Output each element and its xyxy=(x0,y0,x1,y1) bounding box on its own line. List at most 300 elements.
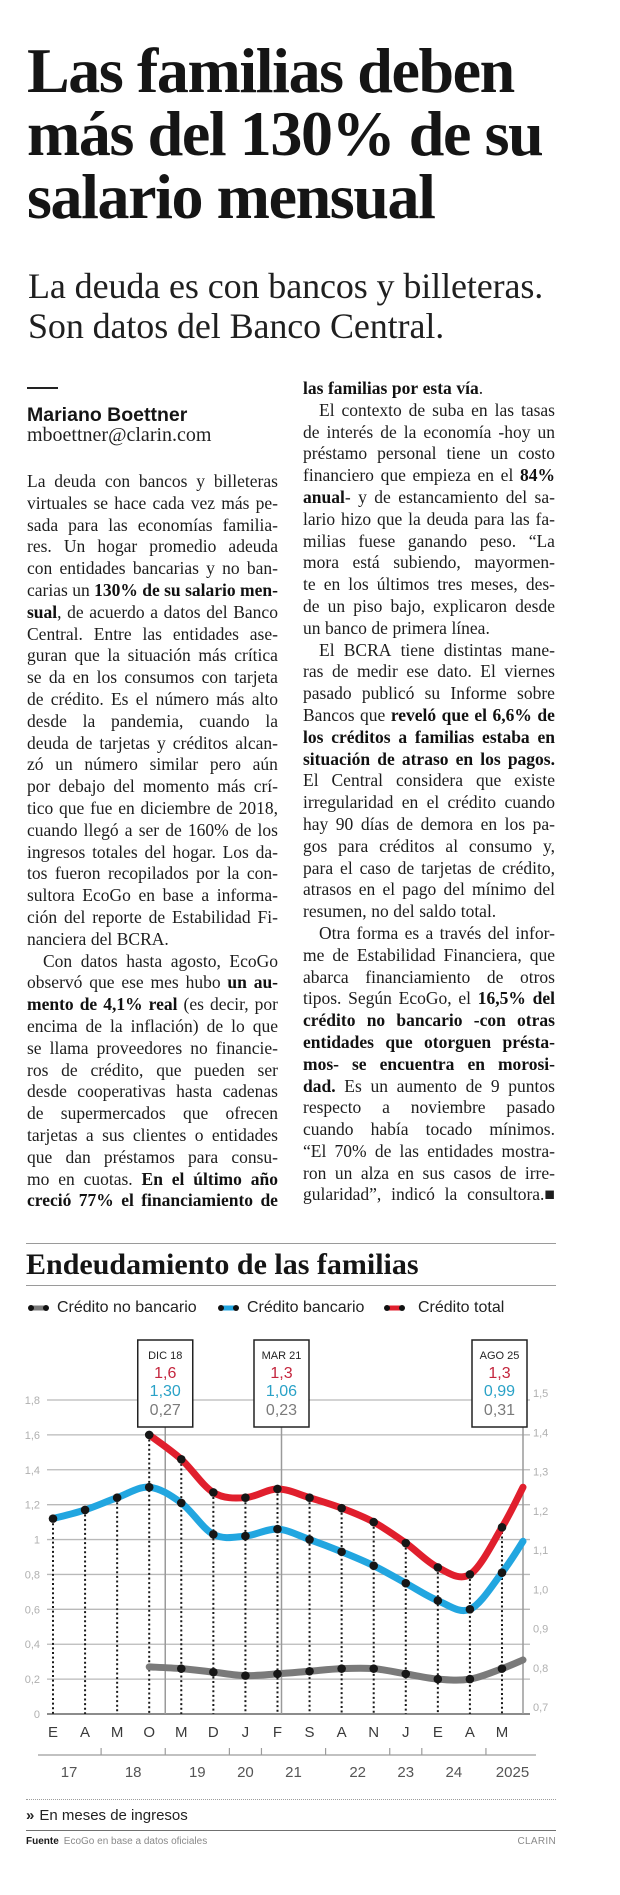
bold-text: situación xyxy=(303,748,371,769)
data-point-no_bancario xyxy=(369,1664,378,1673)
word xyxy=(508,749,555,771)
data-point-total xyxy=(241,1493,250,1502)
text-run: vez xyxy=(190,492,216,513)
bold-text: creció xyxy=(27,1190,72,1211)
word xyxy=(427,792,440,814)
word xyxy=(103,994,142,1016)
word xyxy=(377,574,430,596)
word xyxy=(93,493,108,515)
text-run: cuando xyxy=(303,1119,354,1140)
word xyxy=(303,552,339,574)
text-run: hubo xyxy=(185,972,221,993)
word xyxy=(229,951,278,973)
text-run: número xyxy=(84,754,138,775)
word xyxy=(227,972,246,994)
word xyxy=(303,378,323,400)
data-point-no_bancario xyxy=(177,1664,186,1673)
text-run: , xyxy=(57,601,62,622)
text-run: interés xyxy=(326,421,374,442)
text-run: del xyxy=(505,486,528,507)
text-line xyxy=(303,967,555,989)
word xyxy=(105,471,130,493)
text-run: alza xyxy=(360,1162,389,1183)
word xyxy=(433,596,507,618)
bold-text: que xyxy=(441,704,469,725)
word xyxy=(191,493,215,515)
text-run: hogar xyxy=(97,536,138,557)
word xyxy=(117,929,169,951)
text-run: un xyxy=(370,1075,388,1096)
word xyxy=(391,596,426,618)
text-run: la xyxy=(82,710,96,731)
text-line xyxy=(303,509,555,531)
word xyxy=(194,1060,245,1082)
word xyxy=(118,798,135,820)
text-run: debajo xyxy=(58,776,106,797)
word xyxy=(421,814,473,836)
text-run: es xyxy=(404,922,420,943)
word xyxy=(303,443,367,465)
text-run: con xyxy=(201,667,227,688)
text-run: Otra xyxy=(319,922,351,943)
text-run: las xyxy=(494,399,515,420)
text-run: BCRA. xyxy=(116,928,169,949)
data-point-total xyxy=(434,1563,443,1572)
word xyxy=(303,945,324,967)
text-run: de xyxy=(478,857,496,878)
word xyxy=(319,923,350,945)
text-run: desde xyxy=(515,595,555,616)
text-run: la xyxy=(110,1015,123,1036)
text-run: crédito, xyxy=(90,1059,144,1080)
annotation-bancario-value: 0,99 xyxy=(483,1383,516,1400)
text-run: encima xyxy=(27,1015,78,1036)
y2-axis-label: 1,3 xyxy=(533,1466,549,1479)
word xyxy=(371,1119,409,1141)
word xyxy=(427,509,469,531)
text-run: que xyxy=(380,465,406,486)
word xyxy=(505,814,525,836)
text-run: Los xyxy=(222,841,249,862)
text-run: en xyxy=(358,879,376,900)
word xyxy=(228,536,278,558)
text-run: me xyxy=(303,944,325,965)
bold-text: familias xyxy=(327,378,388,398)
text-run: ingresos xyxy=(27,841,86,862)
word xyxy=(332,770,384,792)
word xyxy=(421,858,472,880)
word xyxy=(397,814,414,836)
text-run: informa- xyxy=(216,885,278,906)
word xyxy=(223,1081,278,1103)
text-run: contexto xyxy=(341,399,402,420)
word xyxy=(474,552,555,574)
text-line xyxy=(27,1169,278,1191)
data-point-no_bancario xyxy=(305,1667,314,1676)
word xyxy=(361,1163,389,1185)
text-line xyxy=(303,836,555,858)
word xyxy=(27,1081,67,1103)
word xyxy=(214,471,278,493)
word xyxy=(235,733,278,755)
text-run: número xyxy=(155,688,210,709)
text-run: créditos xyxy=(172,732,229,753)
text-run: EcoGo, xyxy=(398,988,452,1009)
text-line xyxy=(27,885,278,907)
text-run: pandemia, xyxy=(110,710,184,731)
word xyxy=(480,531,516,553)
word xyxy=(419,901,456,923)
text-line xyxy=(27,754,278,776)
text-run: los xyxy=(348,574,369,595)
x-axis-label: J xyxy=(241,1724,250,1741)
word xyxy=(27,754,44,776)
word xyxy=(534,879,555,901)
word xyxy=(415,727,474,749)
word xyxy=(404,422,417,444)
word xyxy=(234,645,278,667)
x-axis-label: D xyxy=(207,1724,219,1741)
text-line xyxy=(27,994,278,1016)
text-run: ser xyxy=(138,819,160,840)
word xyxy=(61,1060,78,1082)
year-label: 20 xyxy=(237,1764,254,1781)
bold-text: a xyxy=(398,726,408,747)
word xyxy=(173,842,216,864)
text-run: sobre xyxy=(517,683,555,704)
word xyxy=(27,1147,52,1169)
text-run: diciembre xyxy=(140,797,211,818)
word xyxy=(124,667,194,689)
text-run: mes xyxy=(150,972,179,993)
word xyxy=(84,1169,133,1191)
text-run: que xyxy=(89,972,115,993)
bold-text: en xyxy=(537,726,555,747)
text-run: de xyxy=(371,617,388,638)
text-line xyxy=(303,1119,555,1141)
word xyxy=(502,1141,555,1163)
word xyxy=(362,683,415,705)
word xyxy=(466,1076,483,1098)
text-run: más xyxy=(198,645,227,666)
word xyxy=(83,711,96,733)
word xyxy=(359,879,376,901)
text-run: un xyxy=(490,443,509,464)
text-run: entidades xyxy=(59,558,126,579)
source-line xyxy=(26,1836,207,1848)
text-line xyxy=(303,574,555,596)
word xyxy=(303,901,367,923)
text-run: a xyxy=(124,819,133,840)
text-run: préstamos xyxy=(103,1146,175,1167)
text-run: de xyxy=(27,1103,44,1124)
annotation-no-bancario-value: 0,23 xyxy=(265,1402,298,1419)
word xyxy=(476,770,501,792)
text-line xyxy=(303,443,555,465)
text-run: cuando xyxy=(199,710,250,731)
text-run: tiene xyxy=(446,443,481,464)
bold-text: -con xyxy=(473,1010,506,1031)
word xyxy=(258,907,278,929)
word xyxy=(303,792,393,814)
word xyxy=(240,580,278,602)
text-line xyxy=(27,558,278,580)
word xyxy=(104,1147,175,1169)
bold-text: de xyxy=(377,748,395,769)
text-run: pa- xyxy=(532,813,555,834)
text-line xyxy=(27,536,278,558)
text-run: y, xyxy=(542,835,555,856)
word xyxy=(79,1190,114,1212)
text-run: suba xyxy=(432,399,465,420)
x-axis-label: J xyxy=(402,1724,410,1741)
legend-swatch-icon xyxy=(383,1303,406,1313)
word xyxy=(348,988,392,1010)
word xyxy=(327,422,374,444)
text-run: deuda xyxy=(54,471,97,491)
text-line xyxy=(303,531,555,553)
headline xyxy=(27,35,543,232)
text-line xyxy=(303,400,555,422)
word xyxy=(445,1184,458,1206)
word xyxy=(535,487,555,509)
word xyxy=(303,749,370,771)
word xyxy=(258,820,278,842)
legend-label: Crédito total xyxy=(418,1299,505,1316)
text-line xyxy=(303,1141,555,1163)
bold-text: anual xyxy=(303,486,345,507)
word xyxy=(27,929,86,951)
word xyxy=(461,901,496,923)
text-run: Estabilidad xyxy=(171,906,251,927)
text-run: se xyxy=(27,667,42,688)
word xyxy=(477,465,494,487)
text-run: un xyxy=(72,579,90,600)
text-run: para xyxy=(338,835,369,856)
data-point-bancario xyxy=(369,1561,378,1570)
word xyxy=(27,1016,78,1038)
year-label: 21 xyxy=(285,1764,302,1781)
word xyxy=(61,1103,166,1125)
text-run: Es xyxy=(344,1075,362,1096)
author-name: Mariano Boettner xyxy=(27,404,188,426)
text-run: llama xyxy=(49,1037,89,1058)
word xyxy=(543,836,555,858)
data-point-bancario xyxy=(241,1532,250,1541)
word xyxy=(303,1076,336,1098)
text-run: lario xyxy=(303,508,336,529)
text-run: para xyxy=(188,1146,219,1167)
word xyxy=(377,443,436,465)
text-run: a xyxy=(150,601,159,622)
word xyxy=(92,842,138,864)
bold-text: los xyxy=(480,748,501,769)
word xyxy=(515,596,555,618)
text-run: y xyxy=(196,471,206,491)
text-run: del xyxy=(206,601,228,622)
text-line xyxy=(27,580,278,602)
word xyxy=(90,1060,143,1082)
word xyxy=(360,705,385,727)
word xyxy=(357,661,398,683)
text-run: crédito, xyxy=(502,857,555,878)
word xyxy=(482,727,530,749)
word xyxy=(303,814,328,836)
text-line xyxy=(27,929,278,951)
text-run: tico xyxy=(27,797,54,818)
word xyxy=(59,798,84,820)
word xyxy=(356,923,398,945)
text-line xyxy=(27,972,278,994)
word xyxy=(409,400,426,422)
word xyxy=(210,754,241,776)
text-run: con- xyxy=(246,863,278,884)
text-run: ras xyxy=(303,661,324,682)
text-run: cuotas. xyxy=(83,1168,133,1189)
word xyxy=(504,792,555,814)
bold-text: real xyxy=(148,994,178,1015)
text-line xyxy=(27,1016,278,1038)
text-run: mayormen- xyxy=(474,552,555,573)
text-run: crítica xyxy=(234,645,278,666)
word xyxy=(303,683,352,705)
source-label: Fuente xyxy=(26,1836,59,1847)
text-run: Estabilidad xyxy=(356,944,436,965)
text-run: se xyxy=(27,1037,42,1058)
text-run: ganando xyxy=(407,530,468,551)
text-run: personal xyxy=(377,443,437,464)
text-run: alcan- xyxy=(235,732,278,753)
word xyxy=(491,1076,500,1098)
data-point-no_bancario xyxy=(498,1664,507,1673)
word xyxy=(55,863,101,885)
word xyxy=(164,602,201,624)
text-line xyxy=(303,727,555,749)
text-run: Banco xyxy=(233,601,278,622)
text-line xyxy=(303,422,555,444)
text-run: clientes xyxy=(132,1124,187,1145)
data-point-bancario xyxy=(401,1579,410,1588)
text-run: pero xyxy=(209,754,241,775)
text-run: la xyxy=(444,1184,458,1205)
text-run: nanciera xyxy=(27,928,87,949)
text-run: los xyxy=(257,819,278,840)
year-label: 17 xyxy=(60,1764,78,1781)
word xyxy=(27,536,52,558)
text-run: demora xyxy=(420,813,474,834)
word xyxy=(442,705,469,727)
text-run: total. xyxy=(460,901,497,922)
text-run: puntos xyxy=(508,1075,555,1096)
text-run: tarjetas xyxy=(27,1124,78,1145)
word xyxy=(139,820,159,842)
word xyxy=(254,776,278,798)
text-run: Central. xyxy=(27,623,83,644)
text-run: bancarias xyxy=(132,558,199,579)
text-line xyxy=(303,749,555,771)
text-run: un xyxy=(55,754,73,775)
word xyxy=(234,667,278,689)
data-point-bancario xyxy=(498,1568,507,1577)
data-point-total xyxy=(401,1539,410,1548)
word xyxy=(125,820,133,842)
word xyxy=(303,465,374,487)
text-run: momento xyxy=(142,776,210,797)
word xyxy=(73,667,90,689)
text-run: en xyxy=(477,465,495,486)
bold-text: reveló xyxy=(390,704,437,725)
text-run: te xyxy=(303,574,316,595)
text-run: consultora.■ xyxy=(467,1184,555,1205)
text-run: sus xyxy=(422,1162,445,1183)
legend-item-total xyxy=(383,1300,504,1316)
text-line xyxy=(27,515,278,537)
word xyxy=(265,711,278,733)
bold-text: 4,1% xyxy=(103,994,143,1015)
text-run: que xyxy=(74,645,100,666)
text-run: gos xyxy=(303,835,328,856)
word xyxy=(319,400,335,422)
word xyxy=(375,1141,392,1163)
text-run: últimos xyxy=(376,574,430,595)
word xyxy=(393,552,461,574)
word xyxy=(172,907,251,929)
text-run: alto xyxy=(251,688,278,709)
text-line xyxy=(303,661,555,683)
text-run: para xyxy=(303,857,334,878)
text-run: en xyxy=(118,797,135,818)
word xyxy=(253,1016,278,1038)
author-email[interactable]: mboettner@clarin.com xyxy=(27,424,212,446)
word xyxy=(303,1141,326,1163)
word xyxy=(371,618,388,640)
word xyxy=(493,705,532,727)
word xyxy=(391,705,436,727)
text-run: entidades xyxy=(211,1124,278,1145)
text-run: fueron xyxy=(54,863,101,884)
text-run: ron xyxy=(303,1162,327,1183)
word xyxy=(51,689,104,711)
text-line xyxy=(27,667,278,689)
data-point-bancario xyxy=(81,1506,90,1515)
word xyxy=(27,624,83,646)
word xyxy=(199,711,250,733)
word xyxy=(402,792,419,814)
word xyxy=(27,1125,78,1147)
word xyxy=(303,661,323,683)
text-run: de xyxy=(486,966,504,987)
brand-credit: CLARIN xyxy=(517,1836,556,1847)
word xyxy=(231,1016,245,1038)
text-run: ase- xyxy=(249,623,278,644)
subtitle-line: Son datos del Banco Central. xyxy=(28,306,445,346)
data-point-total xyxy=(305,1493,314,1502)
word xyxy=(210,994,249,1016)
text-run: pago xyxy=(402,879,437,900)
word xyxy=(176,1081,212,1103)
year-label: 23 xyxy=(397,1764,415,1781)
text-line xyxy=(27,776,278,798)
y-axis-label: 1,4 xyxy=(24,1464,40,1477)
bold-text: En xyxy=(141,1168,163,1189)
text-run: guran xyxy=(27,645,67,666)
text-run: totales xyxy=(92,841,138,862)
word xyxy=(423,378,452,400)
text-run: un xyxy=(334,1162,353,1183)
text-run: de xyxy=(408,399,426,420)
word xyxy=(338,836,368,858)
bold-text: 130% xyxy=(94,579,138,600)
